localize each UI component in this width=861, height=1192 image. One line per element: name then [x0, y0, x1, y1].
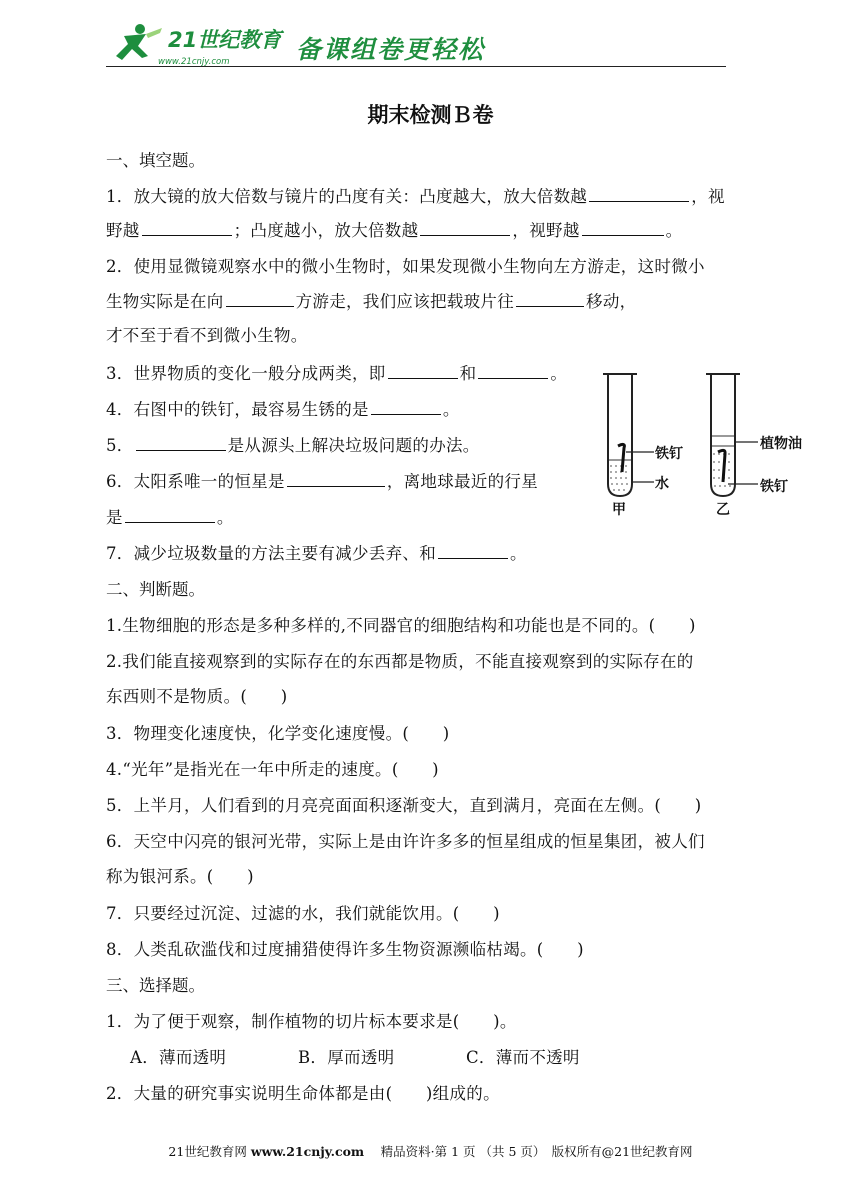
choice-option-b[interactable]: B．厚而透明: [298, 1048, 395, 1067]
label-tube-yi: 乙: [716, 502, 730, 518]
answer-blank[interactable]: [438, 557, 508, 559]
question-2-line-2: 生物实际是在向 方游走，我们应该把载玻片往 移动，: [106, 292, 637, 311]
question-6-line-1: 6．太阳系唯一的恒星是 ，离地球最近的行星: [106, 472, 539, 491]
choice-option-a[interactable]: A．薄而透明: [130, 1048, 227, 1067]
answer-blank[interactable]: [478, 377, 548, 379]
question-4: 4．右图中的铁钉，最容易生锈的是 。: [106, 400, 460, 419]
judge-item: 东西则不是物质。( ): [106, 687, 288, 706]
header-slogan: 备课组卷更轻松: [296, 35, 486, 64]
question-1-line-2: 野越 ；凸度越小，放大倍数越 ，视野越 。: [106, 221, 683, 240]
question-2-line-1: 2．使用显微镜观察水中的微小生物时，如果发现微小生物向左方游走，这时微小: [106, 257, 705, 276]
answer-blank[interactable]: [582, 234, 664, 236]
label-tube-jia: 甲: [612, 502, 626, 518]
answer-blank[interactable]: [589, 200, 689, 202]
test-tube-figure: [598, 372, 838, 522]
answer-blank[interactable]: [516, 305, 584, 307]
question-7: 7．减少垃圾数量的方法主要有减少丢弃、和 。: [106, 544, 527, 563]
page-footer: 21世纪教育网 www.21cnjy.com 精品资料·第 1 页 （共 5 页） 版权所有@21世纪教育网: [168, 1144, 693, 1159]
judge-item: 8．人类乱砍滥伐和过度捕猎使得许多生物资源濒临枯竭。( ): [106, 940, 584, 959]
answer-blank[interactable]: [287, 485, 385, 487]
answer-blank[interactable]: [388, 377, 458, 379]
choice-question-2: 2．大量的研究事实说明生命体都是由( )组成的。: [106, 1084, 500, 1103]
judge-item: 4.“光年”是指光在一年中所走的速度。( ): [106, 760, 439, 779]
judge-item: 6．天空中闪亮的银河光带，实际上是由许许多多的恒星组成的恒星集团，被人们: [106, 832, 705, 851]
question-1-line-1: 1．放大镜的放大倍数与镜片的凸度有关：凸度越大，放大倍数越 ，视: [106, 187, 725, 206]
judge-item: 2.我们能直接观察到的实际存在的东西都是物质，不能直接观察到的实际存在的: [106, 652, 694, 671]
question-6-line-2: 是 。: [106, 508, 234, 527]
choice-question-1: 1．为了便于观察，制作植物的切片标本要求是( )。: [106, 1012, 517, 1031]
judge-item: 称为银河系。( ): [106, 867, 254, 886]
question-2-line-3: 才不至于看不到微小生物。: [106, 326, 308, 345]
label-nail-2: 铁钉: [760, 479, 788, 495]
page-title: 期末检测Ｂ卷: [367, 103, 494, 127]
label-water: 水: [655, 476, 669, 492]
label-nail-1: 铁钉: [655, 446, 683, 462]
choice-option-c[interactable]: C．薄而不透明: [466, 1048, 580, 1067]
answer-blank[interactable]: [125, 521, 215, 523]
section-heading-choice: 三、选择题。: [106, 976, 205, 995]
answer-blank[interactable]: [142, 234, 232, 236]
label-oil: 植物油: [760, 436, 802, 452]
answer-blank[interactable]: [226, 305, 294, 307]
judge-item: 7．只要经过沉淀、过滤的水，我们就能饮用。( ): [106, 904, 500, 923]
section-heading-true-false: 二、判断题。: [106, 580, 205, 599]
question-3: 3．世界物质的变化一般分成两类，即 和 。: [106, 364, 568, 383]
logo-text: 21世纪教育: [168, 28, 282, 52]
answer-blank[interactable]: [420, 234, 510, 236]
answer-blank[interactable]: [136, 449, 226, 451]
section-heading-fill-blank: 一、填空题。: [106, 151, 205, 170]
footer-url-link[interactable]: www.21cnjy.com: [250, 1144, 365, 1159]
answer-blank[interactable]: [371, 413, 441, 415]
question-5: 5． 是从源头上解决垃圾问题的办法。: [106, 436, 480, 455]
logo-url: www.21cnjy.com: [158, 57, 230, 67]
header-divider: [106, 66, 726, 67]
judge-item: 3．物理变化速度快，化学变化速度慢。( ): [106, 724, 450, 743]
judge-item: 1.生物细胞的形态是多种多样的,不同器官的细胞结构和功能也是不同的。( ): [106, 616, 696, 635]
judge-item: 5．上半月，人们看到的月亮亮面面积逐渐变大，直到满月，亮面在左侧。( ): [106, 796, 702, 815]
